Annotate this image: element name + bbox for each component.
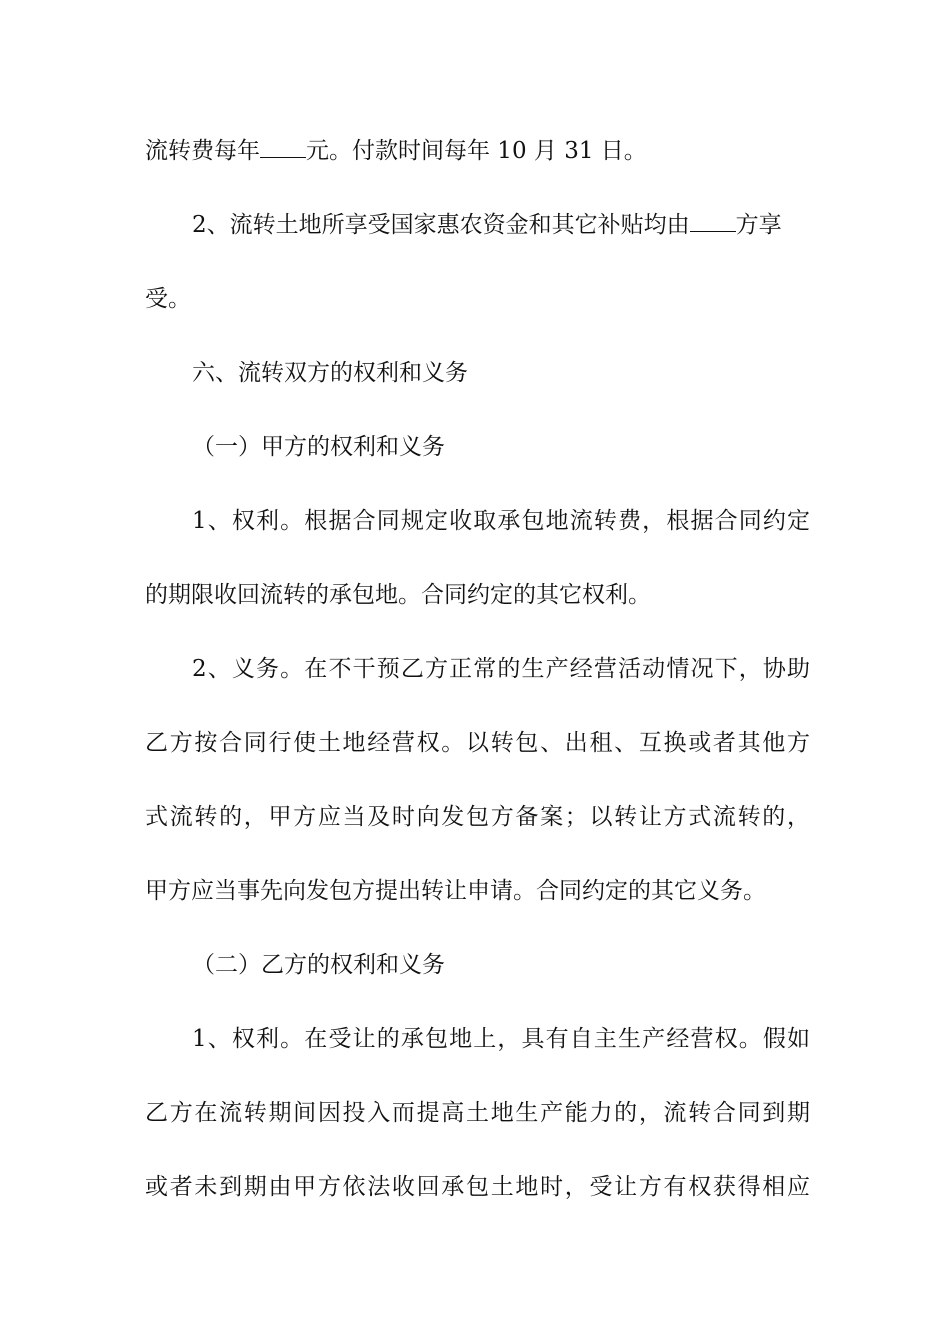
line-text: 方享 [735, 212, 782, 238]
paragraph-line [145, 199, 810, 251]
fill-in-blank [690, 215, 736, 232]
line-text: 1、权利。在受让的承包地上，具有自主生产经营权。假如 [192, 1026, 810, 1052]
line-text: 2、流转土地所享受国家惠农资金和其它补贴均由 [192, 212, 690, 238]
line-text: 式流转的，甲方应当及时向发包方备案；以转让方式流转的， [145, 804, 810, 830]
line-text: 元。付款时间每年 10 月 31 日。 [306, 138, 647, 164]
paragraph-line [145, 643, 810, 695]
line-text: 或者未到期由甲方依法收回承包土地时，受让方有权获得相应 [145, 1174, 810, 1200]
heading-text: （二）乙方的权利和义务 [192, 952, 445, 978]
subsection-heading [145, 939, 810, 991]
paragraph-line [145, 791, 810, 843]
line-text: 的期限收回流转的承包地。合同约定的其它权利。 [145, 582, 651, 608]
paragraph-line [145, 273, 810, 325]
paragraph-line [145, 1161, 810, 1213]
section-heading [145, 347, 810, 399]
heading-text: 六、流转双方的权利和义务 [192, 360, 468, 386]
line-text: 甲方应当事先向发包方提出转让申请。合同约定的其它义务。 [145, 878, 766, 904]
paragraph-line [145, 569, 810, 621]
line-text: 受。 [145, 286, 191, 312]
paragraph-line [145, 125, 810, 177]
line-text: 流转费每年 [145, 138, 260, 164]
paragraph-line [145, 717, 810, 769]
line-text: 乙方按合同行使土地经营权。以转包、出租、互换或者其他方 [145, 730, 810, 756]
line-text: 2、义务。在不干预乙方正常的生产经营活动情况下，协助 [192, 656, 810, 682]
paragraph-line [145, 495, 810, 547]
paragraph-line [145, 865, 810, 917]
paragraph-line [145, 1013, 810, 1065]
fill-in-blank [260, 141, 306, 158]
line-text: 1、权利。根据合同规定收取承包地流转费，根据合同约定 [192, 508, 810, 534]
subsection-heading [145, 421, 810, 473]
paragraph-line [145, 1087, 810, 1139]
heading-text: （一）甲方的权利和义务 [192, 434, 445, 460]
line-text: 乙方在流转期间因投入而提高土地生产能力的，流转合同到期 [145, 1100, 810, 1126]
document-body [145, 125, 810, 1213]
